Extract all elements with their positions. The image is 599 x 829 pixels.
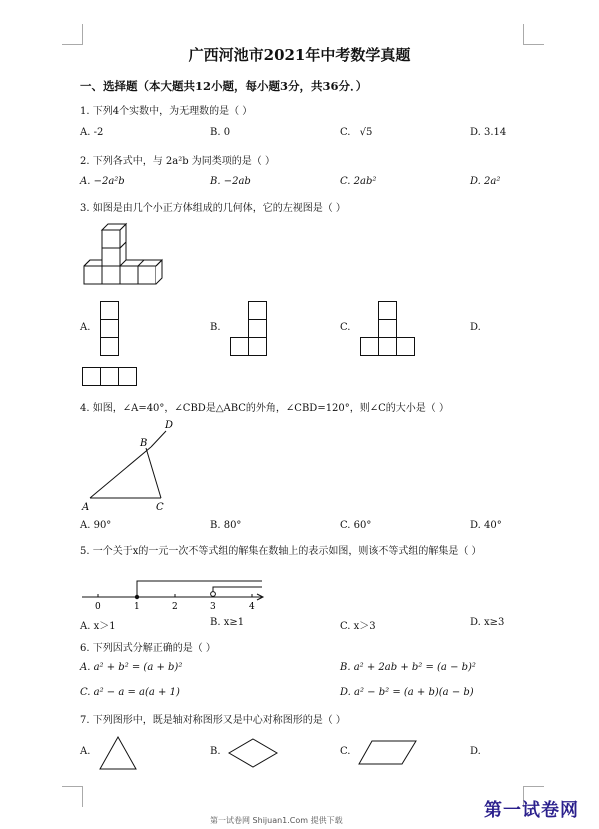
q3-option-a: A. [80,322,91,333]
q1-option-b: B. 0 [210,127,231,138]
crop-mark-top-left [62,24,83,45]
q4-label-a: A [82,502,90,513]
q4-triangle-figure [82,418,182,514]
page-footer: 第一试卷网 Shijuan1.Com 提供下载 [210,816,343,825]
question-7-stem: 7. 下列图形中，既是轴对称图形又是中心对称图形的是（ ） [80,715,346,726]
question-6-stem: 6. 下列因式分解正确的是（ ） [80,643,216,654]
q5-option-c: C. x＞3 [340,621,376,632]
q6-option-d: D. a² − b² = (a + b)(a − b) [340,687,474,698]
q6-option-b: B. a² + 2ab + b² = (a − b)² [340,662,476,673]
q3-option-b-view [230,301,270,357]
q1-option-c-value: √5 [359,127,373,138]
q5-number-line [80,570,270,615]
section-heading: 一、选择题（本大题共12小题，每小题3分，共36分．） [80,79,368,93]
q5-option-d: D. x≥3 [470,617,505,628]
q5-tick-3: 3 [210,602,216,612]
page-title: 广西河池市2021年中考数学真题 [188,46,411,64]
q5-option-a: A. x＞1 [80,621,116,632]
crop-mark-bottom-left [62,786,83,807]
q4-label-c: C [156,502,164,513]
q7-option-b: B. [210,746,221,757]
q1-option-a: A. -2 [80,127,104,138]
q4-label-d: D [165,420,174,431]
question-5-stem: 5. 一个关于x的一元一次不等式组的解集在数轴上的表示如图，则该不等式组的解集是（ ） [80,546,482,557]
watermark-logo: 第一试卷网 [484,800,579,821]
q2-option-c: C. 2ab² [340,176,377,187]
q3-option-d-view [82,367,140,387]
q3-option-b: B. [210,322,221,333]
question-1-stem: 1. 下列4个实数中，为无理数的是（ ） [80,106,253,117]
q5-tick-0: 0 [95,602,101,612]
q4-option-d: D. 40° [470,520,502,531]
q2-option-b: B. −2ab [210,176,251,187]
q5-tick-1: 1 [134,602,140,612]
q4-option-a: A. 90° [80,520,112,531]
q1-option-d: D. 3.14 [470,127,507,138]
q3-option-c-view [360,301,418,357]
question-3-stem: 3. 如图是由几个小正方体组成的几何体，它的左视图是（ ） [80,203,346,214]
q5-tick-4: 4 [249,602,255,612]
q7-option-c-parallelogram [358,740,418,766]
q6-option-c: C. a² − a = a(a + 1) [80,687,180,698]
q1-option-c [340,127,372,138]
q7-option-b-rhombus [228,738,278,768]
q6-option-a: A. a² + b² = (a + b)² [80,662,183,673]
q7-option-a: A. [80,746,91,757]
q3-option-c: C. [340,322,351,333]
crop-mark-top-right [523,24,544,45]
q3-cube-solid-figure [80,220,160,290]
q4-option-c: C. 60° [340,520,372,531]
q4-label-b: B [140,438,148,449]
q2-option-d: D. 2a² [470,176,501,187]
q2-option-a: A. −2a²b [80,176,125,187]
q5-option-b: B. x≥1 [210,617,245,628]
q3-option-d: D. [470,322,481,333]
q5-tick-2: 2 [172,602,178,612]
q1-option-c-label: C. [340,127,351,138]
question-4-stem: 4. 如图，∠A=40°，∠CBD是△ABC的外角，∠CBD=120°，则∠C的大小是（ ） [80,403,449,414]
q7-option-a-triangle [98,736,138,772]
q7-option-d: D. [470,746,481,757]
q4-option-b: B. 80° [210,520,242,531]
question-2-stem: 2. 下列各式中，与 2a²b 为同类项的是（ ） [80,156,275,167]
q3-option-a-view [100,301,120,357]
q7-option-c: C. [340,746,351,757]
